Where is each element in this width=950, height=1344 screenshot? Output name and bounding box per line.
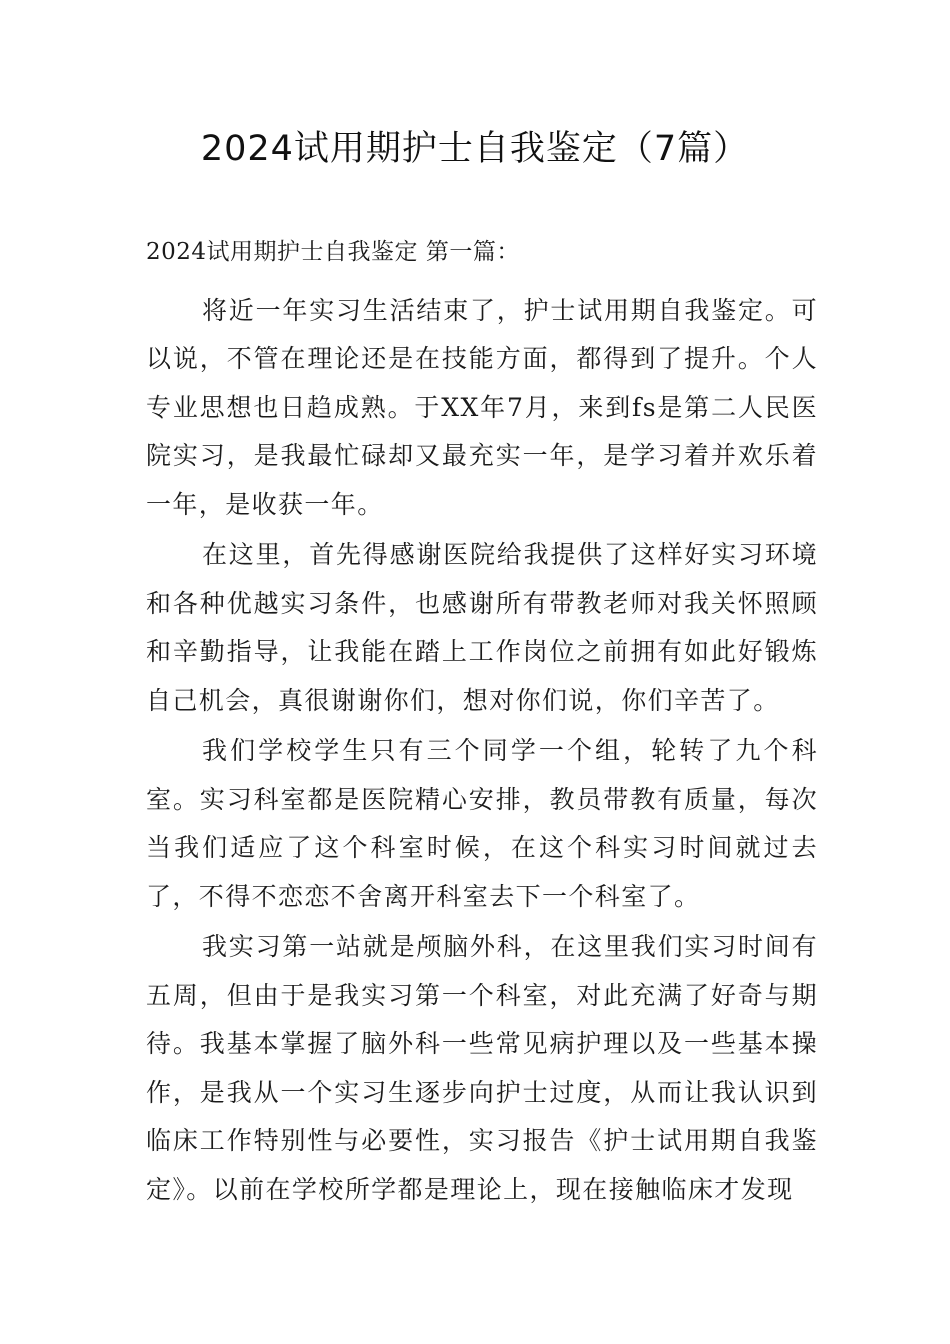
paragraph-1: 将近一年实习生活结束了，护士试用期自我鉴定。可以说，不管在理论还是在技能方面，都得到了提升。个人专业思想也日趋成熟。于XX年7月，来到fs是第二人民医院实习，是我最忙碌却又最充实一年，是学习着并欢乐着一年，是收获一年。 <box>146 295 818 519</box>
document-title: 2024试用期护士自我鉴定（7篇） <box>200 129 750 169</box>
paragraph-2: 在这里，首先得感谢医院给我提供了这样好实习环境和各种优越实习条件，也感谢所有带教老师对我关怀照顾和辛勤指导，让我能在踏上工作岗位之前拥有如此好锻炼自己机会，真很谢谢你们，想对你们说，你们辛苦了。 <box>146 540 818 715</box>
paragraph-3: 我们学校学生只有三个同学一个组，轮转了九个科室。实习科室都是医院精心安排，教员带教有质量，每次当我们适应了这个科室时候，在这个科实习时间就过去了，不得不恋恋不舍离开科室去下一个科室了。 <box>146 736 818 911</box>
document-body <box>146 228 818 1214</box>
section-heading: 2024试用期护士自我鉴定 第一篇： <box>146 239 520 265</box>
paragraph-4: 我实习第一站就是颅脑外科，在这里我们实习时间有五周，但由于是我实习第一个科室，对此充满了好奇与期待。我基本掌握了脑外科一些常见病护理以及一些基本操作，是我从一个实习生逐步向护士过度，从而让我认识到临床工作特别性与必要性，实习报告《护士试用期自我鉴定》。以前在学校所学都是理论上，现在接触临床才发现 <box>146 932 818 1204</box>
